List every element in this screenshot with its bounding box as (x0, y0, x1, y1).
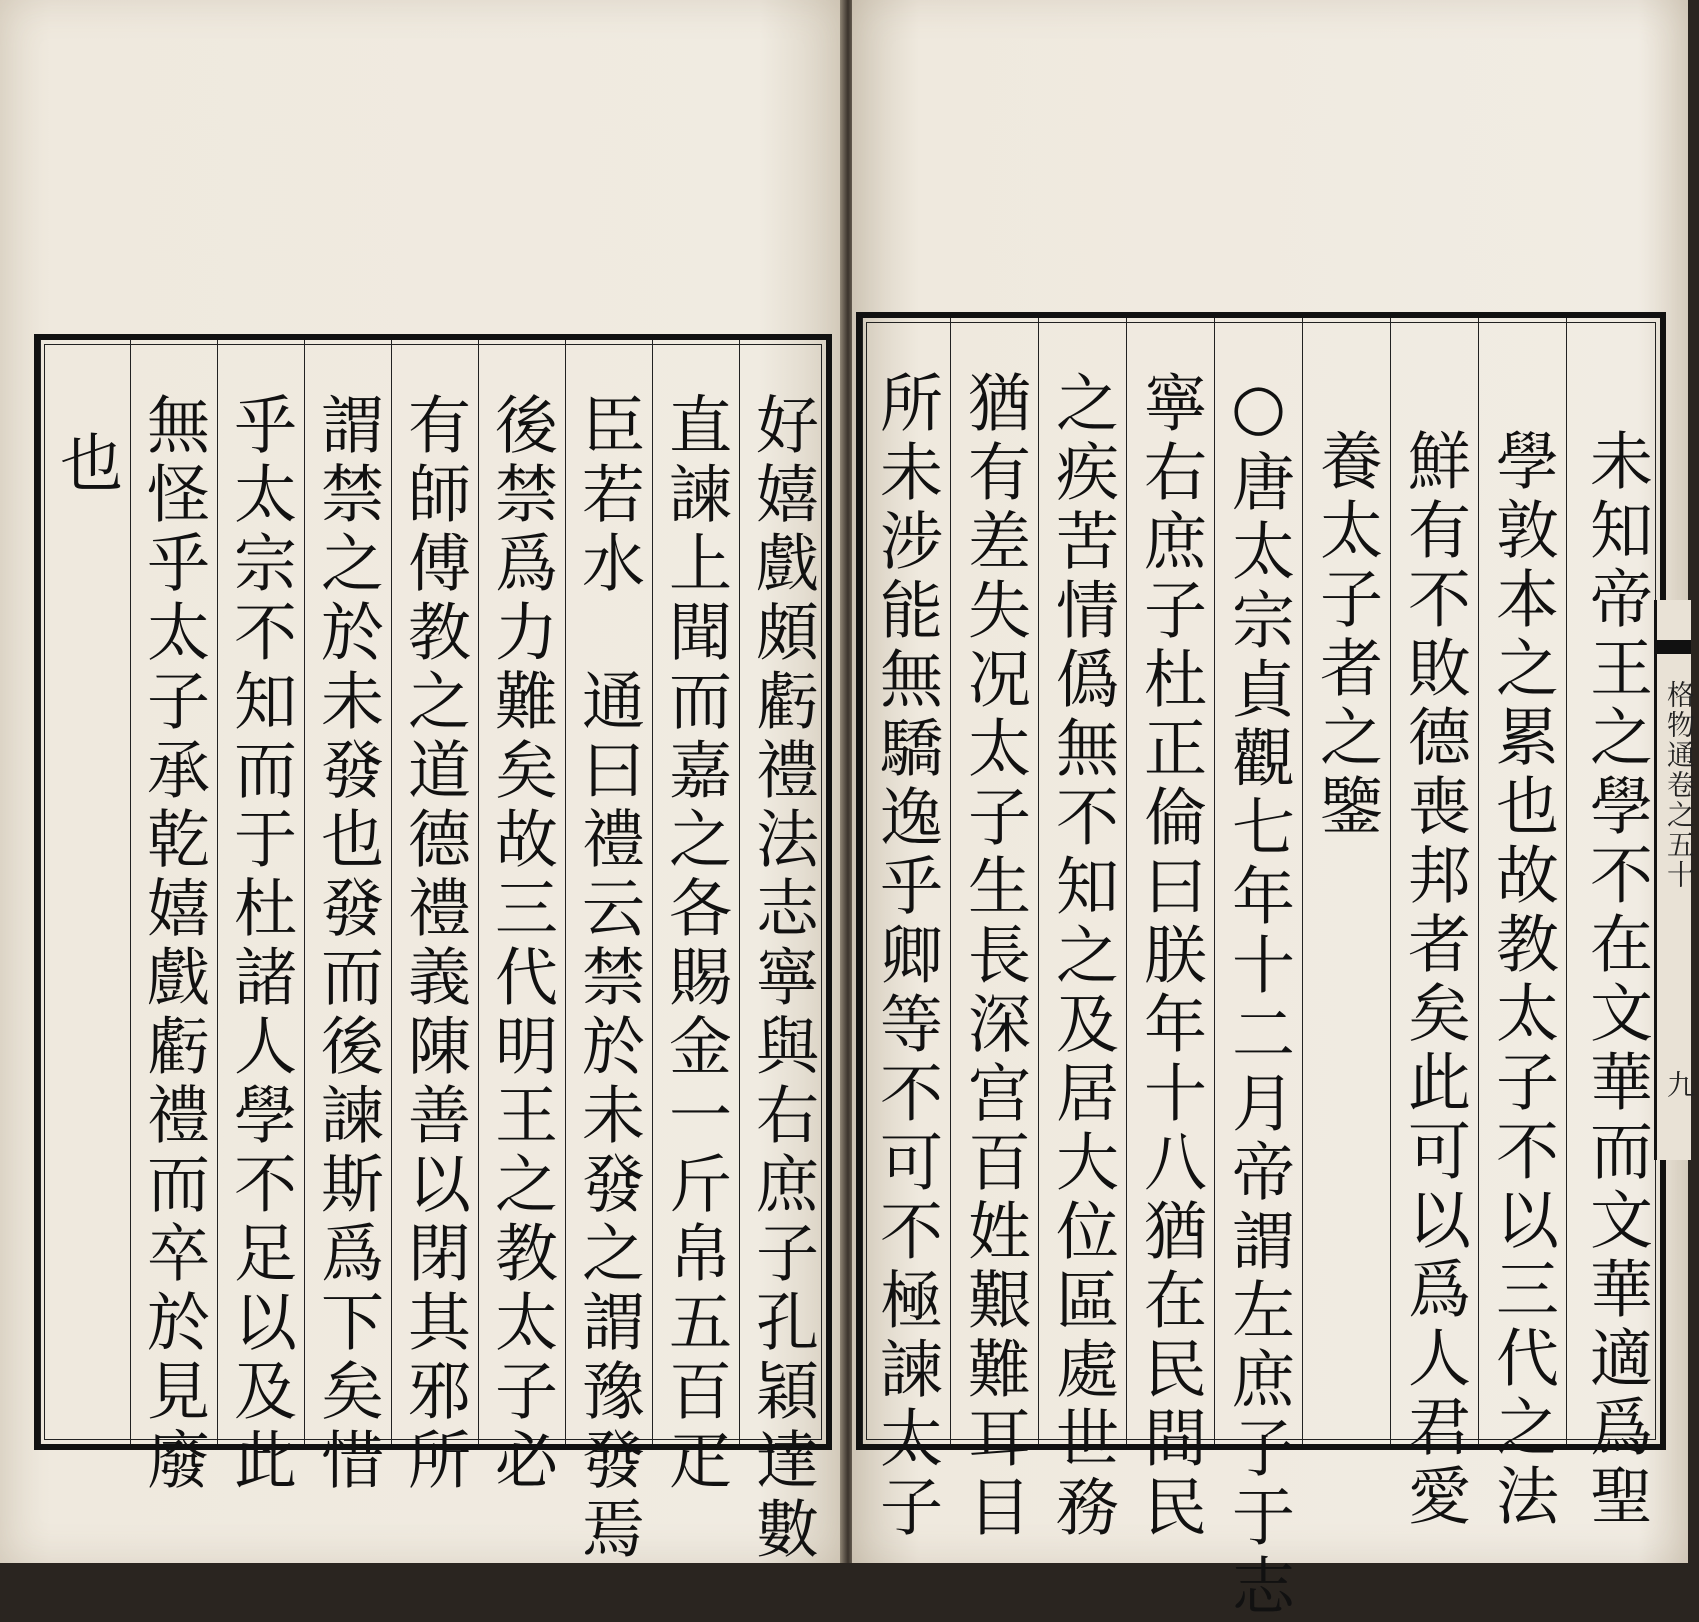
column-text: 好嬉戲頗虧禮法志寧與右庶子孔穎達數 (746, 392, 819, 1565)
column-text: 後禁爲力難矣故三代明王之教太子必 (485, 392, 558, 1496)
left-column-5 (391, 340, 478, 1496)
column-text: 鮮有不敗德喪邦者矣此可以爲人君愛 (1398, 428, 1471, 1532)
right-column-7 (1038, 318, 1126, 1543)
left-column-3 (565, 340, 652, 1565)
left-page (0, 0, 844, 1563)
column-text: 也 (50, 430, 123, 499)
left-text-frame (34, 334, 832, 1565)
column-text: 謂禁之於未發也發而後諫斯爲下矣惜 (311, 392, 384, 1496)
column-text: 有師傅教之道德禮義陳善以閉其邪所 (398, 392, 471, 1496)
column-text: 寧右庶子杜正倫曰朕年十八猶在民間民 (1134, 370, 1207, 1543)
right-column-8 (950, 318, 1038, 1543)
column-text: 乎太宗不知而于杜諸人學不足以及此 (224, 392, 297, 1496)
left-column-2 (652, 340, 739, 1496)
column-text: ○唐太宗貞觀七年十二月帝謂左庶子于志 (1222, 370, 1295, 1622)
column-text: 養太子者之鑒 (1310, 428, 1383, 842)
fold-page-number: 九 (1663, 1070, 1696, 1100)
fold-strip (1654, 600, 1696, 1160)
left-column-9 (40, 340, 130, 1444)
right-column-3 (1390, 318, 1478, 1532)
right-text-frame (856, 312, 1666, 1622)
right-column-2 (1478, 318, 1566, 1532)
fold-title: 格物通卷之五十 (1663, 680, 1696, 890)
column-text: 猶有差失况太子生長深宫百姓艱難耳目 (958, 370, 1031, 1543)
fold-fishtail-mark (1657, 640, 1691, 654)
column-text: 所未涉能無驕逸乎卿等不可不極諫太子 (870, 370, 943, 1543)
right-column-5 (1214, 318, 1302, 1622)
left-column-8 (130, 340, 217, 1496)
column-text: 臣若水 通曰禮云禁於未發之謂豫發焉 (572, 392, 645, 1565)
column-text: 直諫上聞而嘉之各賜金一斤帛五百疋 (659, 392, 732, 1496)
left-column-6 (304, 340, 391, 1496)
right-column-1 (1566, 318, 1660, 1532)
column-text: 之疾苦情僞無不知之及居大位區處世務 (1046, 370, 1119, 1543)
right-column-9 (862, 318, 950, 1543)
column-text: 無怪乎太子承乾嬉戲虧禮而卒於見廢 (137, 392, 210, 1496)
left-column-1 (739, 340, 826, 1565)
left-column-4 (478, 340, 565, 1496)
column-text: 未知帝王之學不在文華而文華適爲聖 (1580, 428, 1653, 1532)
right-column-6 (1126, 318, 1214, 1543)
left-column-7 (217, 340, 304, 1496)
right-column-4 (1302, 318, 1390, 1444)
column-text: 學敦本之累也故教太子不以三代之法 (1486, 428, 1559, 1532)
